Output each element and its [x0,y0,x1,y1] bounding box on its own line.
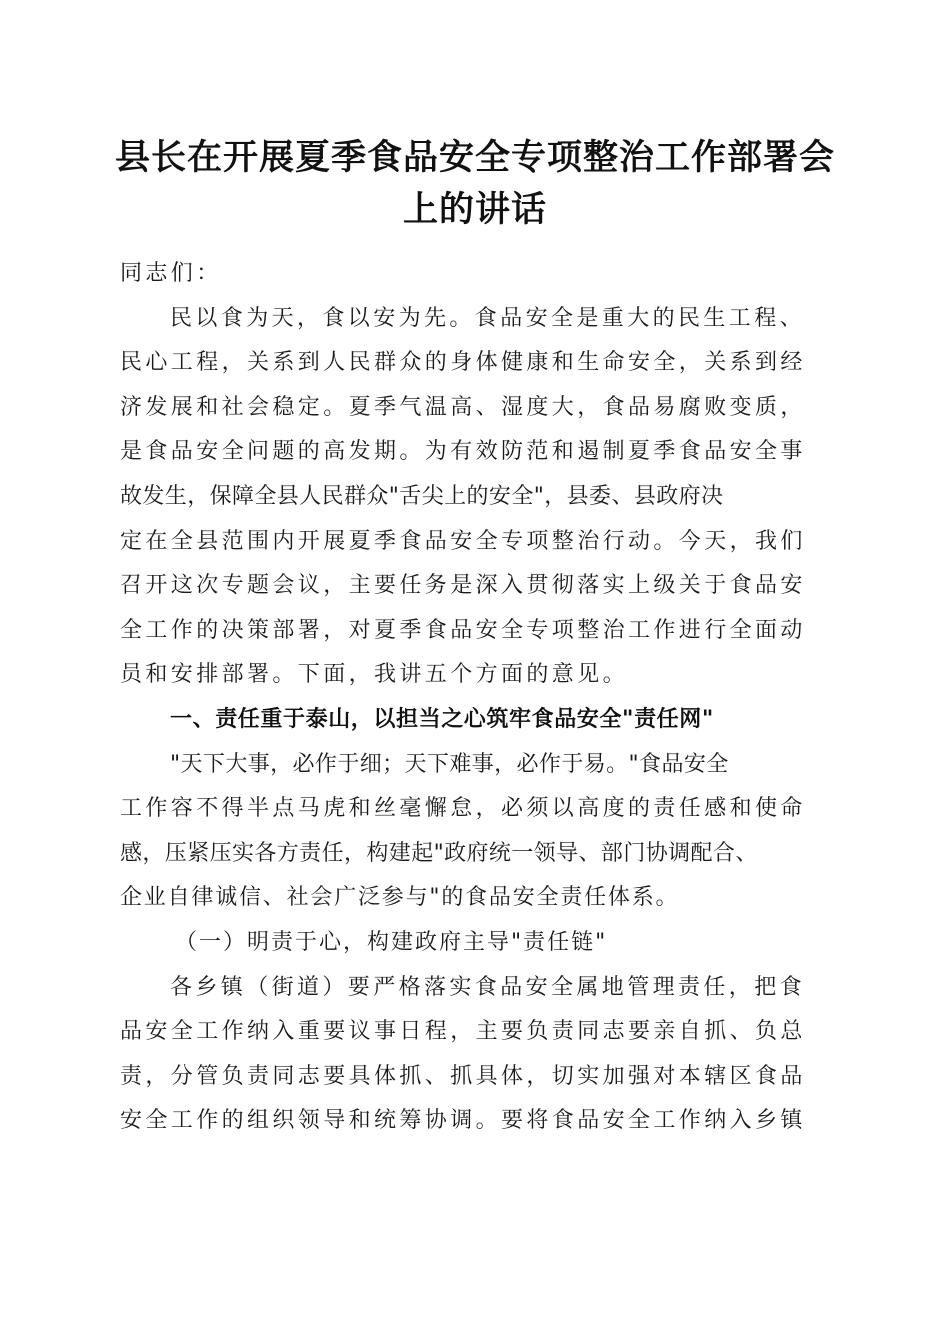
document-body [120,252,830,1144]
section-1-heading: 一、责任重于泰山，以担当之心筑牢食品安全"责任网" [170,706,714,732]
paragraph-1-line-9: 员和安排部署。下面，我讲五个方面的意见。 [120,662,629,688]
salutation: 同志们： [120,261,222,286]
paragraph-1-line-1: 民以食为天，食以安为先。食品安全是重大的民生工程、 [170,305,806,331]
paragraph-2-line-2: 工作容不得半点马虎和丝毫懈怠，必须以高度的责任感和使命 [120,796,806,822]
paragraph-2-line-1: "天下大事，必作于细；天下难事，必作于易。"食品安全 [170,751,729,777]
title-line-1: 县长在开展夏季食品安全专项整治工作部署会 [114,137,835,178]
paragraph-2-line-4: 企业自律诚信、社会广泛参与"的食品安全责任体系。 [120,885,680,911]
paragraph-1-line-7: 召开这次专题会议，主要任务是深入贯彻落实上级关于食品安 [120,573,806,599]
paragraph-1-line-3: 济发展和社会稳定。夏季气温高、湿度大，食品易腐败变质， [120,394,806,420]
paragraph-3-line-4: 安全工作的组织领导和统筹协调。要将食品安全工作纳入乡镇 [120,1108,806,1134]
title-line-2: 上的讲话 [402,189,547,230]
paragraph-1-line-5: 故发生，保障全县人民群众"舌尖上的安全"，县委、县政府决 [120,483,724,509]
paragraph-1-line-6: 定在全县范围内开展夏季食品安全专项整治行动。今天，我们 [120,528,806,554]
subsection-1-heading: （一）明责于心，构建政府主导"责任链" [175,929,608,955]
paragraph-1-line-4: 是食品安全问题的高发期。为有效防范和遏制夏季食品安全事 [120,439,806,465]
paragraph-3-line-3: 责，分管负责同志要具体抓、抓具体，切实加强对本辖区食品 [120,1063,806,1089]
paragraph-1-line-8: 全工作的决策部署，对夏季食品安全专项整治工作进行全面动 [120,617,806,643]
paragraph-2-line-3: 感，压紧压实各方责任，构建起"政府统一领导、部门协调配合、 [120,840,758,866]
paragraph-3-line-1: 各乡镇（街道）要严格落实食品安全属地管理责任，把食 [170,974,806,1000]
paragraph-1-line-2: 民心工程，关系到人民群众的身体健康和生命安全，关系到经 [120,350,806,376]
paragraph-3-line-2: 品安全工作纳入重要议事日程，主要负责同志要亲自抓、负总 [120,1019,806,1045]
document-title [110,132,840,236]
